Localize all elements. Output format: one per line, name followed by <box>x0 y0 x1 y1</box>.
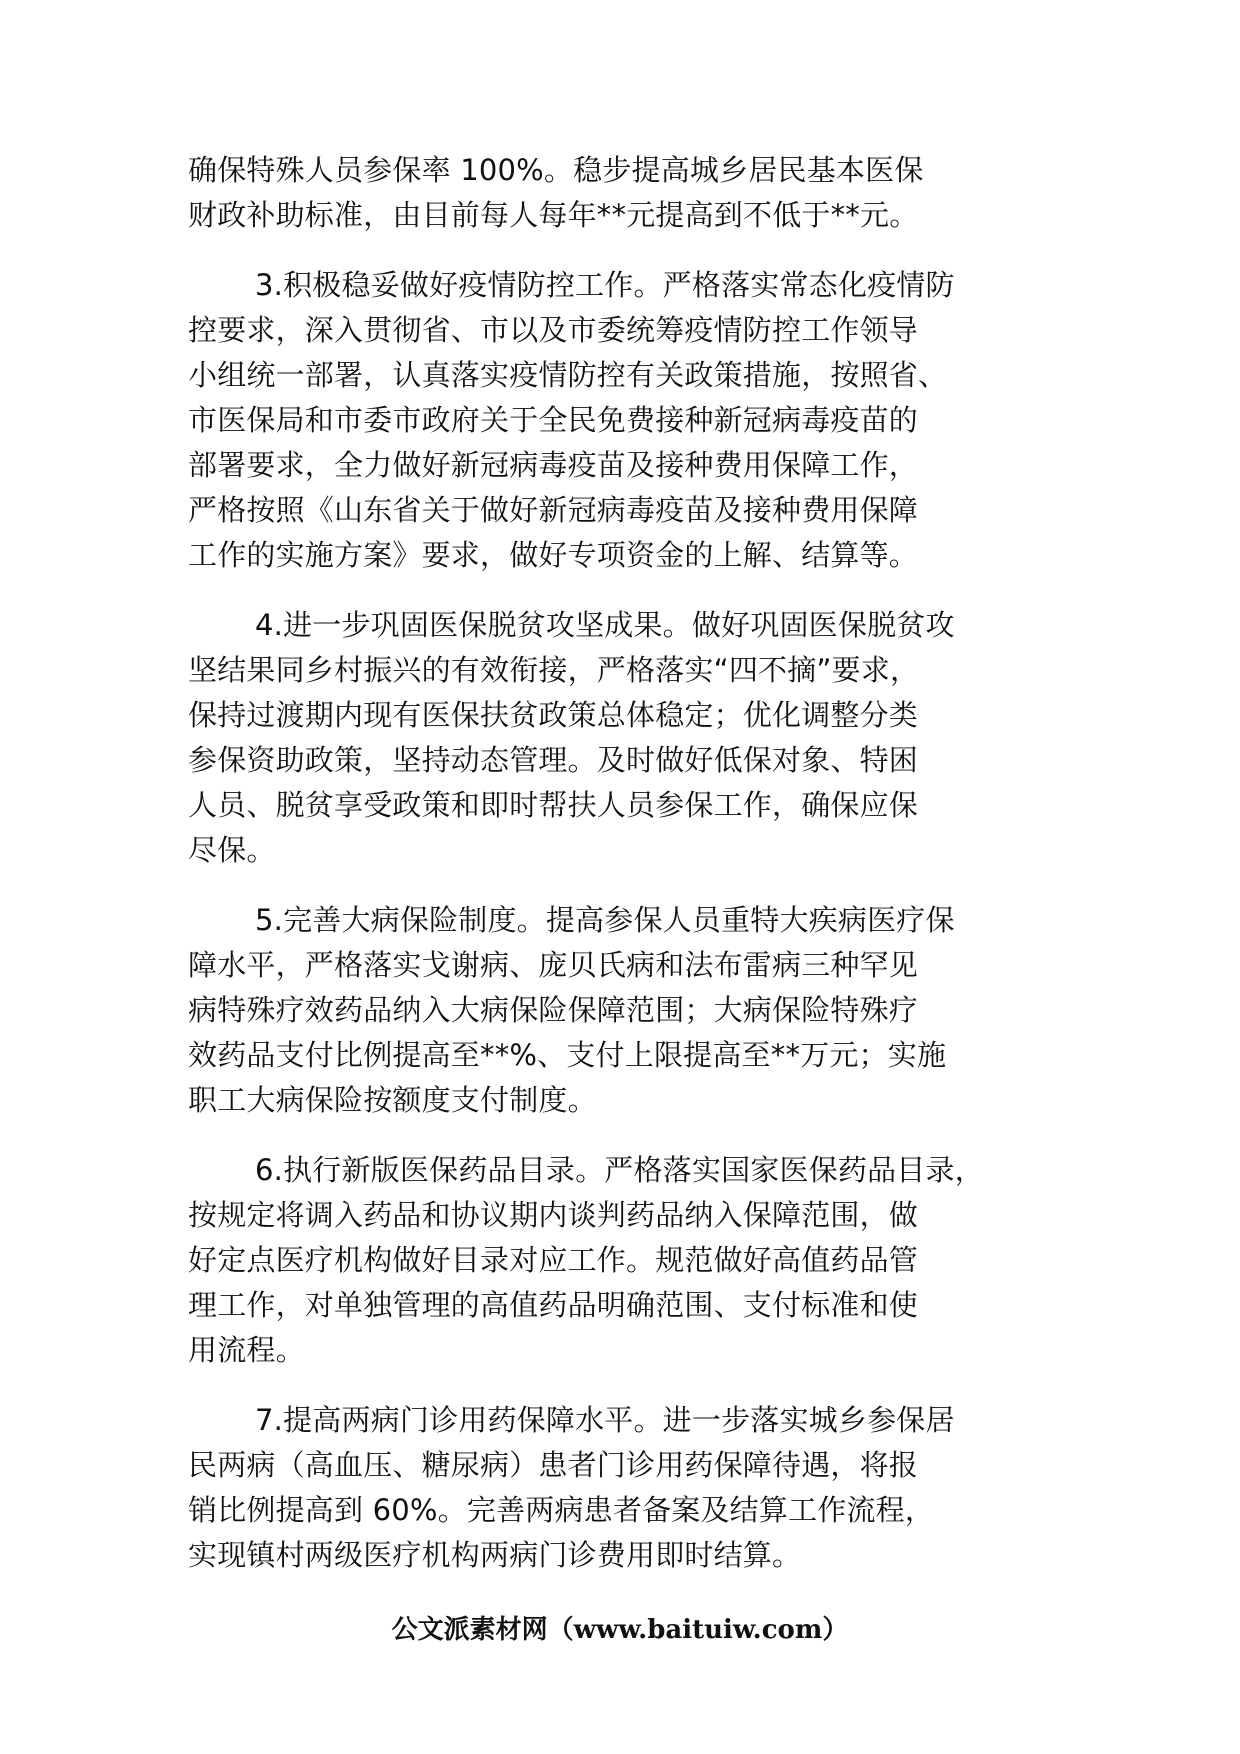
text-line: 效药品支付比例提高至**%、支付上限提高至**万元；实施 <box>188 1038 947 1072</box>
text-line: 按规定将调入药品和协议期内谈判药品纳入保障范围，做 <box>188 1198 919 1232</box>
paragraph <box>188 148 1088 238</box>
text-line: 保持过渡期内现有医保扶贫政策总体稳定；优化调整分类 <box>188 698 919 732</box>
paragraph-item-5 <box>188 898 1088 1123</box>
text-line: 财政补助标准，由目前每人每年**元提高到不低于**元。 <box>188 198 919 232</box>
text-line: 6.执行新版医保药品目录。严格落实国家医保药品目录， <box>255 1153 984 1187</box>
paragraph-item-3 <box>188 263 1088 578</box>
text-line: 3.积极稳妥做好疫情防控工作。严格落实常态化疫情防 <box>255 268 955 302</box>
text-line: 民两病（高血压、糖尿病）患者门诊用药保障待遇，将报 <box>188 1448 919 1482</box>
text-line: 用流程。 <box>188 1333 305 1367</box>
text-line: 尽保。 <box>188 833 276 867</box>
text-line: 实现镇村两级医疗机构两病门诊费用即时结算。 <box>188 1538 802 1572</box>
text-line: 确保特殊人员参保率 100%。稳步提高城乡居民基本医保 <box>188 153 924 187</box>
text-line: 小组统一部署，认真落实疫情防控有关政策措施，按照省、 <box>188 358 948 392</box>
text-line: 控要求，深入贯彻省、市以及市委统筹疫情防控工作领导 <box>188 313 919 347</box>
text-line: 好定点医疗机构做好目录对应工作。规范做好高值药品管 <box>188 1243 919 1277</box>
text-line: 4.进一步巩固医保脱贫攻坚成果。做好巩固医保脱贫攻 <box>255 608 955 642</box>
text-line: 销比例提高到 60%。完善两病患者备案及结算工作流程， <box>188 1493 935 1527</box>
text-line: 职工大病保险按额度支付制度。 <box>188 1083 597 1117</box>
document-body <box>188 148 1088 1603</box>
text-line: 严格按照《山东省关于做好新冠病毒疫苗及接种费用保障 <box>188 493 919 527</box>
footer-source-text: 公文派素材网（www.baituiw.com） <box>391 1615 849 1645</box>
text-line: 工作的实施方案》要求，做好专项资金的上解、结算等。 <box>188 538 919 572</box>
text-line: 部署要求，全力做好新冠病毒疫苗及接种费用保障工作， <box>188 448 919 482</box>
text-line: 人员、脱贫享受政策和即时帮扶人员参保工作，确保应保 <box>188 788 919 822</box>
text-line: 市医保局和市委市政府关于全民免费接种新冠病毒疫苗的 <box>188 403 919 437</box>
text-line: 参保资助政策，坚持动态管理。及时做好低保对象、特困 <box>188 743 919 777</box>
text-line: 7.提高两病门诊用药保障水平。进一步落实城乡参保居 <box>255 1403 955 1437</box>
paragraph-item-7 <box>188 1398 1088 1578</box>
text-line: 病特殊疗效药品纳入大病保险保障范围；大病保险特殊疗 <box>188 993 919 1027</box>
text-line: 障水平，严格落实戈谢病、庞贝氏病和法布雷病三种罕见 <box>188 948 919 982</box>
text-line: 坚结果同乡村振兴的有效衔接，严格落实“四不摘”要求， <box>188 653 920 687</box>
text-line: 5.完善大病保险制度。提高参保人员重特大疾病医疗保 <box>255 903 955 937</box>
paragraph-item-4 <box>188 603 1088 873</box>
text-line: 理工作，对单独管理的高值药品明确范围、支付标准和使 <box>188 1288 919 1322</box>
paragraph-item-6 <box>188 1148 1088 1373</box>
